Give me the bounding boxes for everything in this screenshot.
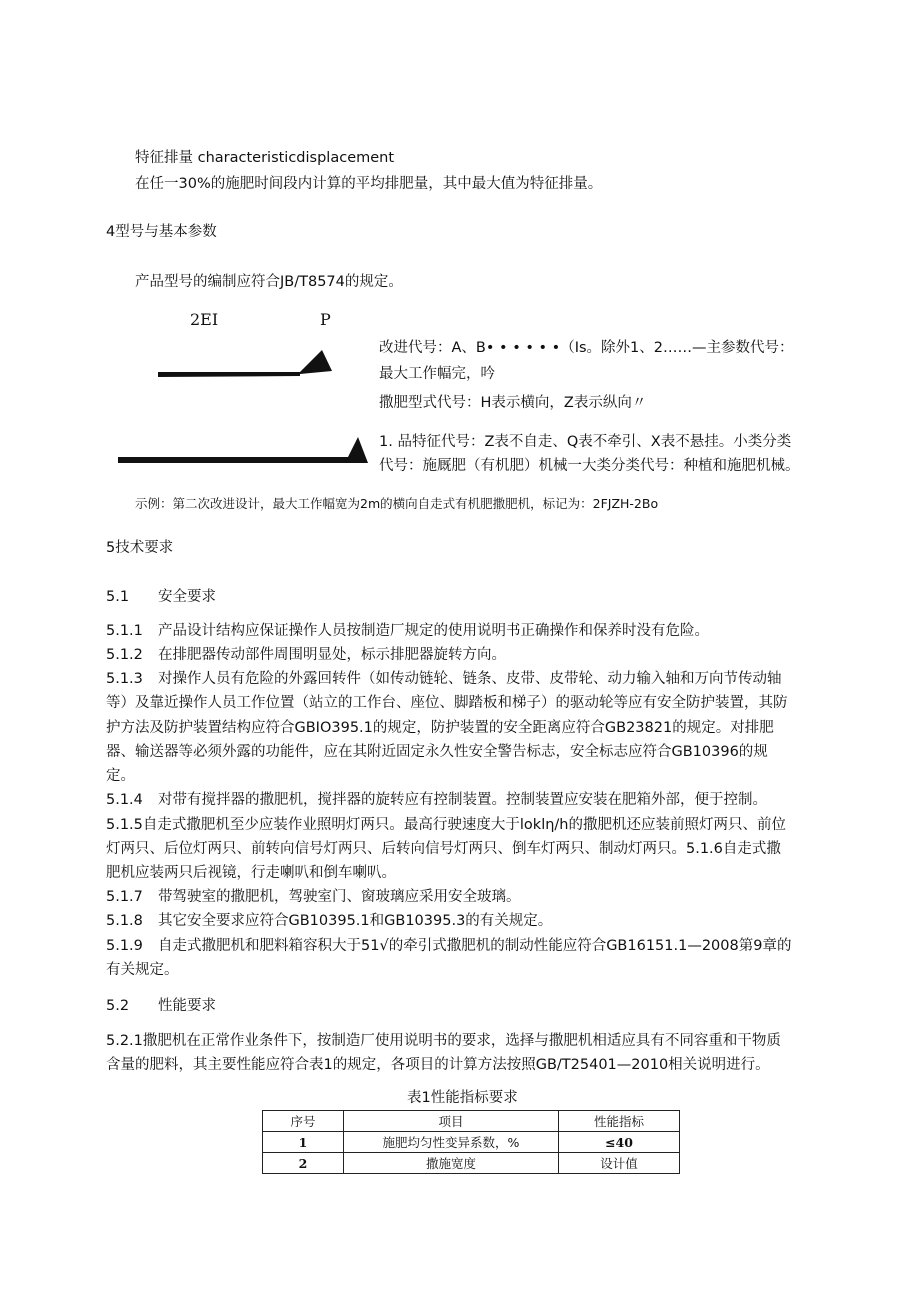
clause-5-1-7-num: 5.1.7 <box>106 889 143 905</box>
diagram-text-line1: 改进代号：A、B• • • • • •（Is。除外1、2……—主参数代号： <box>379 340 794 356</box>
clause-5-1-4 <box>106 790 767 810</box>
clause-5-2 <box>106 996 216 1016</box>
clause-5-1-9-line2: 有关规定。 <box>106 962 179 978</box>
clause-5-1-2-num: 5.1.2 <box>106 647 143 663</box>
clause-5-1-4-num: 5.1.4 <box>106 792 143 808</box>
clause-5-1-8-num: 5.1.8 <box>106 913 143 929</box>
clause-5-1-3-line5: 定。 <box>106 768 135 784</box>
diagram-label-right: P <box>320 310 331 329</box>
diagram-text-line3: 撒肥型式代号：H表示横向，Z表示纵向〃 <box>379 395 647 411</box>
clause-5-1-7 <box>106 887 521 907</box>
clause-5-1-title: 安全要求 <box>158 589 216 605</box>
clause-5-1-3-line3: 护方法及防护装置结构应符合GBIO395.1的规定，防护装置的安全距离应符合GB23821的规定。对排肥 <box>106 720 774 736</box>
diagram-text-line5: 代号：施厩肥（有机肥）机械一大类分类代号：种植和施肥机械。 <box>379 458 800 474</box>
table-cell-index: 1 <box>263 1132 344 1153</box>
clause-5-1-2 <box>106 645 506 665</box>
table-header-index: 序号 <box>263 1111 344 1132</box>
clause-5-1-3-line4: 器、输送器等必须外露的功能件，应在其附近固定永久性安全警告标志，安全标志应符合GB10396的规 <box>106 744 768 760</box>
diagram-text-line4: 1. 品特征代号：Z表不自走、Q表不牵引、X表不悬挂。小类分类 <box>379 434 792 450</box>
table-cell-item: 撒施宽度 <box>344 1153 559 1174</box>
clause-5-1-9-text1: 自走式撒肥机和肥料箱容积大于51√的牵引式撒肥机的制动性能应符合GB16151.1—2008第9章的 <box>158 938 792 954</box>
clause-5-1-7-text: 带驾驶室的撒肥机，驾驶室门、窗玻璃应采用安全玻璃。 <box>158 889 521 905</box>
table-cell-item: 施肥均匀性变异系数，% <box>344 1132 559 1153</box>
model-example: 示例：第二次改进设计，最大工作幅宽为2m的横向自走式有机肥撒肥机，标记为：2FJZH-2Bo <box>135 496 659 511</box>
term-definition: 在任一30%的施肥时间段内计算的平均排肥量，其中最大值为特征排量。 <box>135 176 603 192</box>
clause-5-1-3-num: 5.1.3 <box>106 671 143 687</box>
performance-table <box>262 1110 680 1174</box>
table-cell-index: 2 <box>263 1153 344 1174</box>
clause-5-2-title: 性能要求 <box>158 998 216 1014</box>
clause-5-1-1-num: 5.1.1 <box>106 623 143 639</box>
section-4-intro: 产品型号的编制应符合JB/T8574的规定。 <box>135 274 403 290</box>
table-header-row <box>263 1111 680 1132</box>
clause-5-1-1 <box>106 621 709 641</box>
clause-5-1-2-text: 在排肥器传动部件周围明显处，标示排肥器旋转方向。 <box>158 647 506 663</box>
clause-5-1-3-line1 <box>106 669 782 689</box>
diagram-label-left: 2EI <box>190 310 219 329</box>
clause-5-1-num: 5.1 <box>106 589 130 605</box>
table-row <box>263 1132 680 1153</box>
table-header-spec: 性能指标 <box>559 1111 680 1132</box>
diagram-text-line2: 最大工作幅完，吟 <box>379 366 495 382</box>
section-4-heading: 4型号与基本参数 <box>106 224 217 240</box>
clause-5-1-8 <box>106 911 552 931</box>
clause-5-1-8-text: 其它安全要求应符合GB10395.1和GB10395.3的有关规定。 <box>158 913 553 929</box>
table-cell-spec: 设计值 <box>559 1153 680 1174</box>
clause-5-2-1-line2: 含量的肥料，其主要性能应符合表1的规定，各项目的计算方法按照GB/T25401—2010相关说明进行。 <box>106 1057 770 1073</box>
clause-5-2-num: 5.2 <box>106 998 130 1014</box>
model-designation-diagram <box>110 345 370 470</box>
clause-5-1-4-text: 对带有搅拌器的撒肥机，搅拌器的旋转应有控制装置。控制装置应安装在肥箱外部，便于控制。 <box>158 792 767 808</box>
clause-5-1-5-line1: 5.1.5自走式撒肥机至少应装作业照明灯两只。最高行驶速度大于loklη/h的撒肥机还应装前照灯两只、前位 <box>106 817 786 833</box>
clause-5-1-9-line1 <box>106 936 791 956</box>
clause-5-1-1-text: 产品设计结构应保证操作人员按制造厂规定的使用说明书正确操作和保养时没有危险。 <box>158 623 709 639</box>
section-5-heading: 5技术要求 <box>106 540 174 556</box>
diagram-bracket-upper <box>158 350 332 377</box>
clause-5-1-5-line2: 灯两只、后位灯两只、前转向信号灯两只、后转向信号灯两只、倒车灯两只、制动灯两只。5.1.6自走式撒 <box>106 841 781 857</box>
diagram-bracket-lower <box>118 437 368 463</box>
clause-5-1 <box>106 587 216 607</box>
clause-5-2-1-line1: 5.2.1撒肥机在正常作业条件下，按制造厂使用说明书的要求，选择与撒肥机相适应具有不同容重和干物质 <box>106 1033 781 1049</box>
clause-5-1-3-text1: 对操作人员有危险的外露回转件（如传动链轮、链条、皮带、皮带轮、动力输入轴和万向节传动轴 <box>158 671 782 687</box>
clause-5-1-9-num: 5.1.9 <box>106 938 143 954</box>
table-caption: 表1性能指标要求 <box>407 1090 518 1106</box>
clause-5-1-3-line2: 等）及靠近操作人员工作位置（站立的工作台、座位、脚踏板和梯子）的驱动轮等应有安全防护装置，其防 <box>106 695 788 711</box>
table-header-item: 项目 <box>344 1111 559 1132</box>
table-row <box>263 1153 680 1174</box>
term-title: 特征排量 characteristicdisplacement <box>135 150 395 166</box>
table-cell-spec: ≤40 <box>559 1132 680 1153</box>
clause-5-1-5-line3: 肥机应装两只后视镜，行走喇叭和倒车喇叭。 <box>106 865 396 881</box>
